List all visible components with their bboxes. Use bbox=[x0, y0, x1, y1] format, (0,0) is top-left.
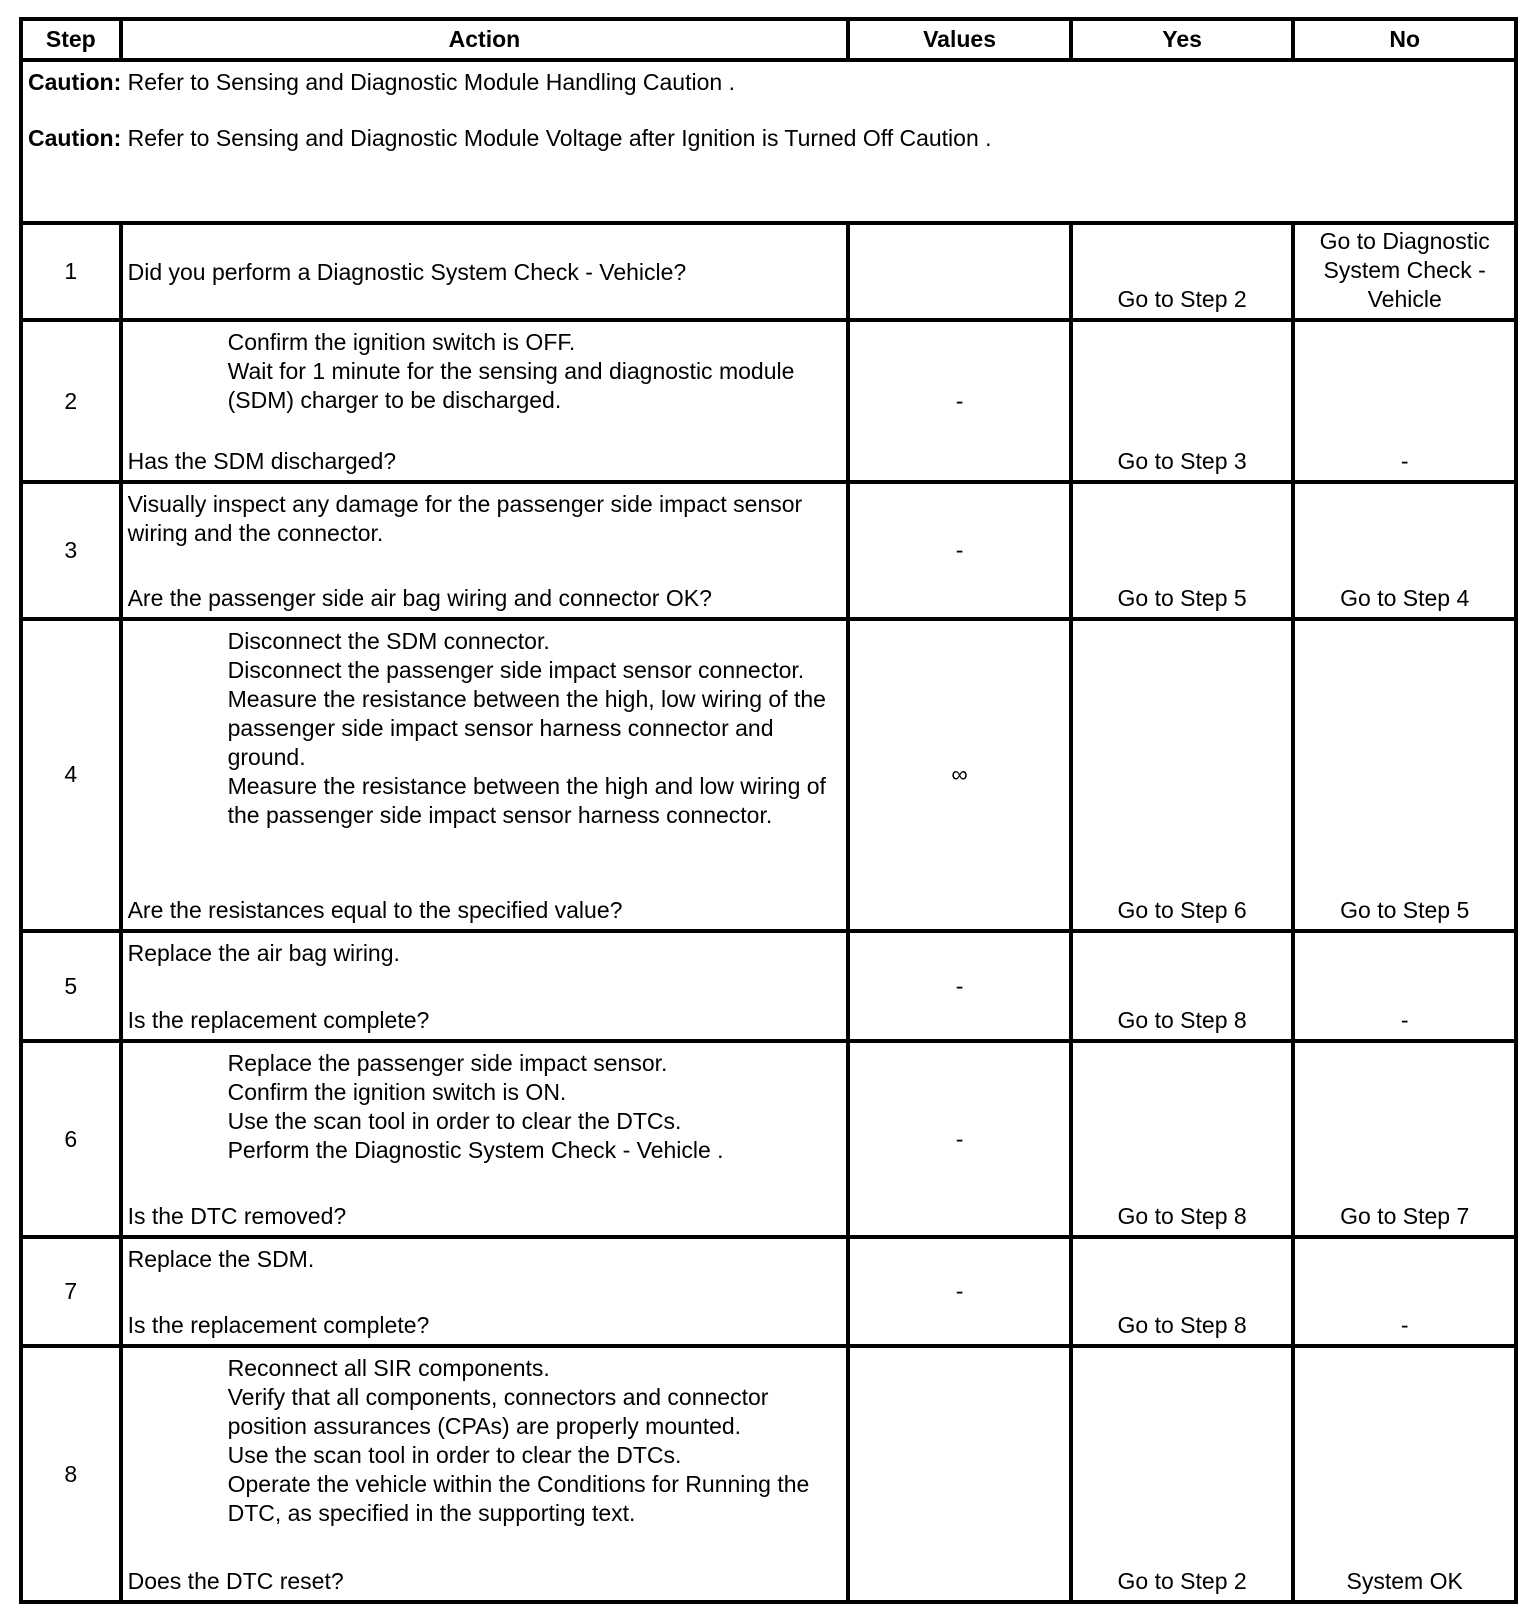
step-number: 3 bbox=[21, 482, 121, 618]
action-list bbox=[228, 627, 843, 830]
caution-row bbox=[21, 60, 1516, 223]
action-cell bbox=[121, 482, 849, 618]
action-item: Use the scan tool in order to clear the DTCs. bbox=[227, 1442, 682, 1469]
lead-text: Visually inspect any damage for the passenger side impact sensor wiring and the connector. bbox=[127, 491, 803, 547]
action-item: Wait for 1 minute for the sensing and diagnostic module (SDM) charger to be discharged. bbox=[227, 357, 795, 413]
yes-link[interactable]: Go to Step 6 bbox=[1071, 619, 1294, 931]
question-text: Has the SDM discharged? bbox=[127, 448, 397, 475]
action-list bbox=[228, 1354, 843, 1528]
step-number: 7 bbox=[21, 1237, 121, 1346]
question-text: Are the resistances equal to the specified value? bbox=[127, 897, 623, 924]
action-cell bbox=[121, 320, 849, 483]
step-number: 2 bbox=[21, 320, 121, 483]
question-text: Did you perform a Diagnostic System Check - Vehicle? bbox=[127, 258, 687, 285]
header-step: Step bbox=[21, 19, 121, 60]
yes-link[interactable]: Go to Step 5 bbox=[1071, 482, 1294, 618]
action-item: Use the scan tool in order to clear the DTCs. bbox=[227, 1108, 682, 1135]
no-link: - bbox=[1293, 1237, 1516, 1346]
caution-handling bbox=[28, 68, 1509, 97]
value-cell: ∞ bbox=[848, 619, 1071, 931]
value-cell: - bbox=[848, 1041, 1071, 1237]
step-number: 6 bbox=[21, 1041, 121, 1237]
action-list bbox=[228, 328, 843, 415]
action-item: Perform the Diagnostic System Check - Vehicle . bbox=[227, 1137, 724, 1164]
caution-label: Caution: bbox=[28, 69, 122, 95]
value-cell: - bbox=[848, 931, 1071, 1041]
yes-link[interactable]: Go to Step 2 bbox=[1071, 223, 1294, 320]
action-item: Operate the vehicle within the Conditions for Running the DTC, as specified in the supporting text. bbox=[227, 1471, 810, 1527]
table-row bbox=[21, 619, 1516, 931]
table-row bbox=[21, 223, 1516, 320]
no-link[interactable]: Go to Diagnostic System Check - Vehicle bbox=[1293, 223, 1516, 320]
question-text: Is the replacement complete? bbox=[127, 1312, 430, 1339]
yes-link[interactable]: Go to Step 2 bbox=[1071, 1346, 1294, 1602]
yes-link[interactable]: Go to Step 3 bbox=[1071, 320, 1294, 483]
action-cell bbox=[121, 619, 849, 931]
action-item: Disconnect the SDM connector. bbox=[227, 627, 550, 654]
action-item: Measure the resistance between the high and low wiring of the passenger side impact sensor harness connector. bbox=[227, 772, 826, 828]
header-action: Action bbox=[121, 19, 849, 60]
question-text: Is the DTC removed? bbox=[127, 1203, 347, 1230]
diagnostic-table bbox=[19, 17, 1518, 1604]
table-row bbox=[21, 482, 1516, 618]
header-row bbox=[21, 19, 1516, 60]
step-number: 8 bbox=[21, 1346, 121, 1602]
action-item: Measure the resistance between the high, low wiring of the passenger side impact sensor harness connector and ground. bbox=[227, 685, 826, 770]
yes-link[interactable]: Go to Step 8 bbox=[1071, 1041, 1294, 1237]
no-link: System OK bbox=[1293, 1346, 1516, 1602]
caution-label: Caution: bbox=[28, 125, 122, 151]
question-text: Does the DTC reset? bbox=[127, 1568, 344, 1594]
action-item: Reconnect all SIR components. bbox=[227, 1355, 550, 1382]
no-link[interactable]: Go to Step 7 bbox=[1293, 1041, 1516, 1237]
no-link: - bbox=[1293, 320, 1516, 483]
value-cell: - bbox=[848, 320, 1071, 483]
question-text: Is the replacement complete? bbox=[127, 1007, 430, 1034]
header-no: No bbox=[1293, 19, 1516, 60]
table-row bbox=[21, 1237, 1516, 1346]
header-values: Values bbox=[848, 19, 1071, 60]
value-cell bbox=[848, 1346, 1071, 1602]
header-yes: Yes bbox=[1071, 19, 1294, 60]
no-link: - bbox=[1293, 931, 1516, 1041]
action-item: Confirm the ignition switch is ON. bbox=[227, 1079, 567, 1106]
table-row bbox=[21, 1041, 1516, 1237]
action-item: Confirm the ignition switch is OFF. bbox=[227, 328, 576, 355]
table-row bbox=[21, 320, 1516, 483]
caution-cell bbox=[21, 60, 1516, 223]
value-cell bbox=[848, 223, 1071, 320]
lead-text: Replace the air bag wiring. bbox=[127, 940, 400, 967]
action-cell bbox=[121, 1237, 849, 1346]
caution-text: Refer to Sensing and Diagnostic Module Voltage after Ignition is Turned Off Caution . bbox=[121, 125, 992, 151]
caution-text: Refer to Sensing and Diagnostic Module Handling Caution . bbox=[121, 69, 735, 95]
question-text: Are the passenger side air bag wiring and connector OK? bbox=[127, 584, 712, 611]
action-item: Replace the passenger side impact sensor. bbox=[227, 1050, 668, 1077]
table-row bbox=[21, 1346, 1516, 1602]
action-item: Verify that all components, connectors and connector position assurances (CPAs) are properly mounted. bbox=[227, 1384, 769, 1440]
step-number: 4 bbox=[21, 619, 121, 931]
action-cell bbox=[121, 1041, 849, 1237]
table-row bbox=[21, 931, 1516, 1041]
value-cell: - bbox=[848, 1237, 1071, 1346]
no-link[interactable]: Go to Step 5 bbox=[1293, 619, 1516, 931]
action-cell bbox=[121, 223, 849, 320]
yes-link[interactable]: Go to Step 8 bbox=[1071, 931, 1294, 1041]
action-cell bbox=[121, 1346, 849, 1602]
caution-voltage bbox=[28, 124, 1509, 153]
lead-text: Replace the SDM. bbox=[127, 1246, 315, 1273]
step-number: 1 bbox=[21, 223, 121, 320]
step-number: 5 bbox=[21, 931, 121, 1041]
action-cell bbox=[121, 931, 849, 1041]
action-item: Disconnect the passenger side impact sensor connector. bbox=[227, 656, 805, 683]
action-list bbox=[228, 1049, 843, 1165]
no-link[interactable]: Go to Step 4 bbox=[1293, 482, 1516, 618]
value-cell: - bbox=[848, 482, 1071, 618]
yes-link[interactable]: Go to Step 8 bbox=[1071, 1237, 1294, 1346]
